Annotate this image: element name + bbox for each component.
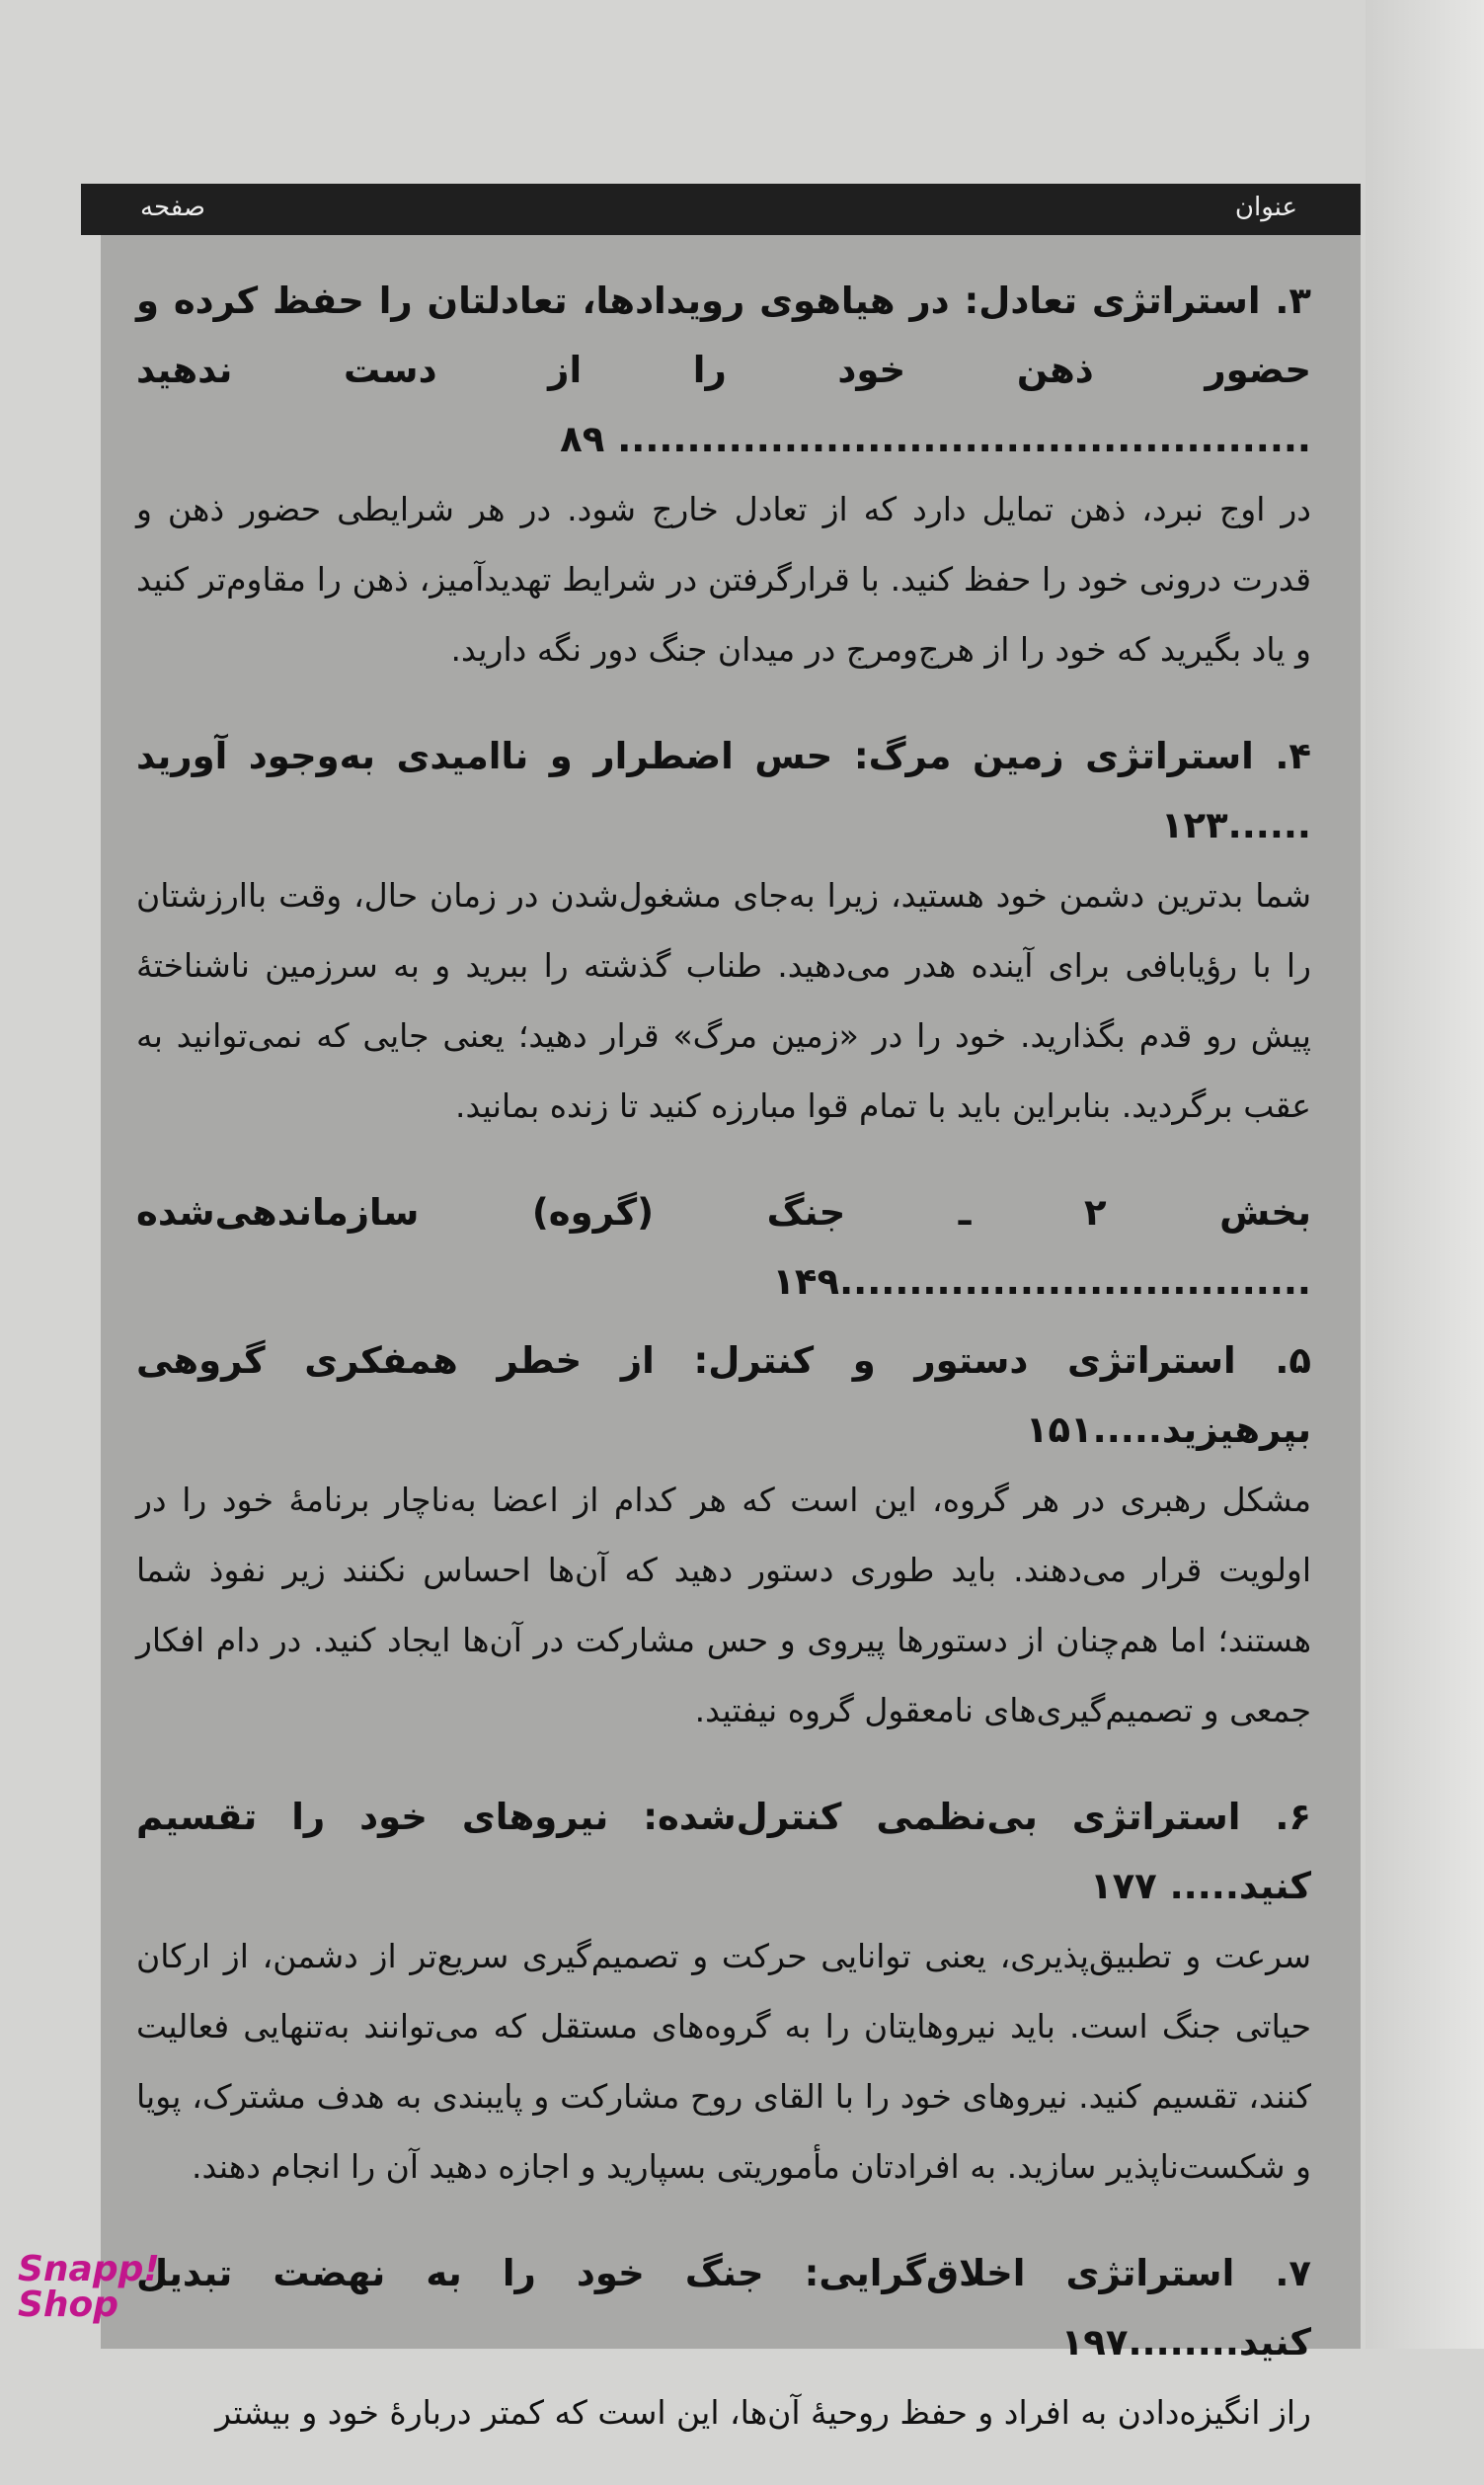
page-edge xyxy=(1366,0,1484,2349)
logo-line-1: Snapp! xyxy=(18,2249,160,2289)
toc-entry-summary: مشکل رهبری در هر گروه، این است که هر کدام از اعضا به‌ناچار برنامهٔ خود را در اولویت قرار می‌دهند. باید طوری دستور دهید که آن‌ها احساس نکنند زیر نفوذ شما هستند؛ اما هم‌چنان از دستورها پیروی و حس مشارکت در آن‌ها ایجاد کنید. در دام افکار جمعی و تصمیم‌گیری‌های نامعقول گروه نیفتید. xyxy=(136,1481,1311,1729)
toc-content xyxy=(136,267,1311,2485)
toc-title-column-label: عنوان xyxy=(1234,193,1297,222)
toc-section-title: بخش ۲ ـ جنگ (گروه) سازماندهی‌شده .................................. xyxy=(136,1191,1311,1303)
toc-entry xyxy=(136,1783,1311,2202)
toc-entry xyxy=(136,2239,1311,2447)
toc-entry-page: ۱۲۳ xyxy=(1160,804,1228,846)
toc-page-column-label: صفحه xyxy=(140,193,205,222)
toc-entry-heading xyxy=(136,1783,1311,1921)
toc-section-entry xyxy=(136,1178,1311,1317)
toc-entry xyxy=(136,722,1311,1141)
toc-header-bar xyxy=(81,184,1361,235)
toc-entry-page: ۱۵۱ xyxy=(1025,1408,1093,1451)
toc-entry-heading xyxy=(136,722,1311,860)
toc-entry-page: ۸۹ xyxy=(560,418,605,460)
toc-entry-page: ۱۷۷ xyxy=(1089,1865,1157,1907)
toc-entry-summary: شما بدترین دشمن خود هستید، زیرا به‌جای مشغول‌شدن در زمان حال، وقت باارزشتان را با رؤیابافی برای آینده هدر می‌دهید. طناب گذشته را ببرید و به سرزمین ناشناختهٔ پیش رو قدم بگذارید. خود را در «زمین مرگ» قرار دهید؛ یعنی جایی که نمی‌توانید به عقب برگردید. بنابراین باید با تمام قوا مبارزه کنید تا زنده بمانید. xyxy=(136,876,1311,1125)
toc-entry-title: ۷. استراتژی اخلاق‌گرایی: جنگ خود را به نهضت تبدیل کنید........ xyxy=(136,2252,1311,2364)
toc-entry-title: ۶. استراتژی بی‌نظمی کنترل‌شده: نیروهای خود را تقسیم کنید..... xyxy=(136,1796,1311,1907)
toc-entry-summary: راز انگیزه‌دادن به افراد و حفظ روحیهٔ آن‌ها، این است که کمتر دربارهٔ خود و بیشتر xyxy=(215,2393,1311,2432)
toc-entry-title: ۵. استراتژی دستور و کنترل: از خطر همفکری گروهی بپرهیزید..... xyxy=(136,1339,1311,1451)
toc-entry-page: ۱۹۷ xyxy=(1060,2321,1129,2364)
snapp-shop-logo xyxy=(18,2249,160,2325)
toc-entry-heading xyxy=(136,1326,1311,1465)
logo-line-2: Shop xyxy=(18,2285,119,2325)
toc-entry-summary: سرعت و تطبیق‌پذیری، یعنی توانایی حرکت و تصمیم‌گیری سریع‌تر از دشمن، از ارکان حیاتی جنگ است. باید نیروهایتان را به گروه‌های مستقل که می‌توانند به‌تنهایی فعالیت کنند، تقسیم کنید. نیروهای خود را با القای روح مشارکت و پایبندی به هدف مشترک، پویا و شکست‌ناپذیر سازید. به افرادتان مأموریتی بسپارید و اجازه دهید آن را انجام دهند. xyxy=(136,1937,1311,2186)
toc-entry-heading xyxy=(136,267,1311,474)
toc-section-heading xyxy=(136,1178,1311,1317)
toc-entry xyxy=(136,1326,1311,1745)
toc-entry-heading xyxy=(136,2239,1311,2377)
toc-entry xyxy=(136,267,1311,684)
toc-section-page: ۱۴۹ xyxy=(772,1260,840,1303)
toc-entry-title: ۳. استراتژی تعادل: در هیاهوی رویدادها، تعادلتان را حفظ کرده و حضور ذهن خود را از دست ندهید .................................................. xyxy=(136,280,1311,460)
toc-entry-summary: در اوج نبرد، ذهن تمایل دارد که از تعادل خارج شود. در هر شرایطی حضور ذهن و قدرت درونی خود را حفظ کنید. با قرارگرفتن در شرایط تهدیدآمیز، ذهن را مقاوم‌تر کنید و یاد بگیرید که خود را از هرج‌ومرج در میدان جنگ دور نگه دارید. xyxy=(136,490,1311,669)
toc-entry-title: ۴. استراتژی زمین مرگ: حس اضطرار و ناامیدی به‌وجود آورید ...... xyxy=(136,735,1311,846)
